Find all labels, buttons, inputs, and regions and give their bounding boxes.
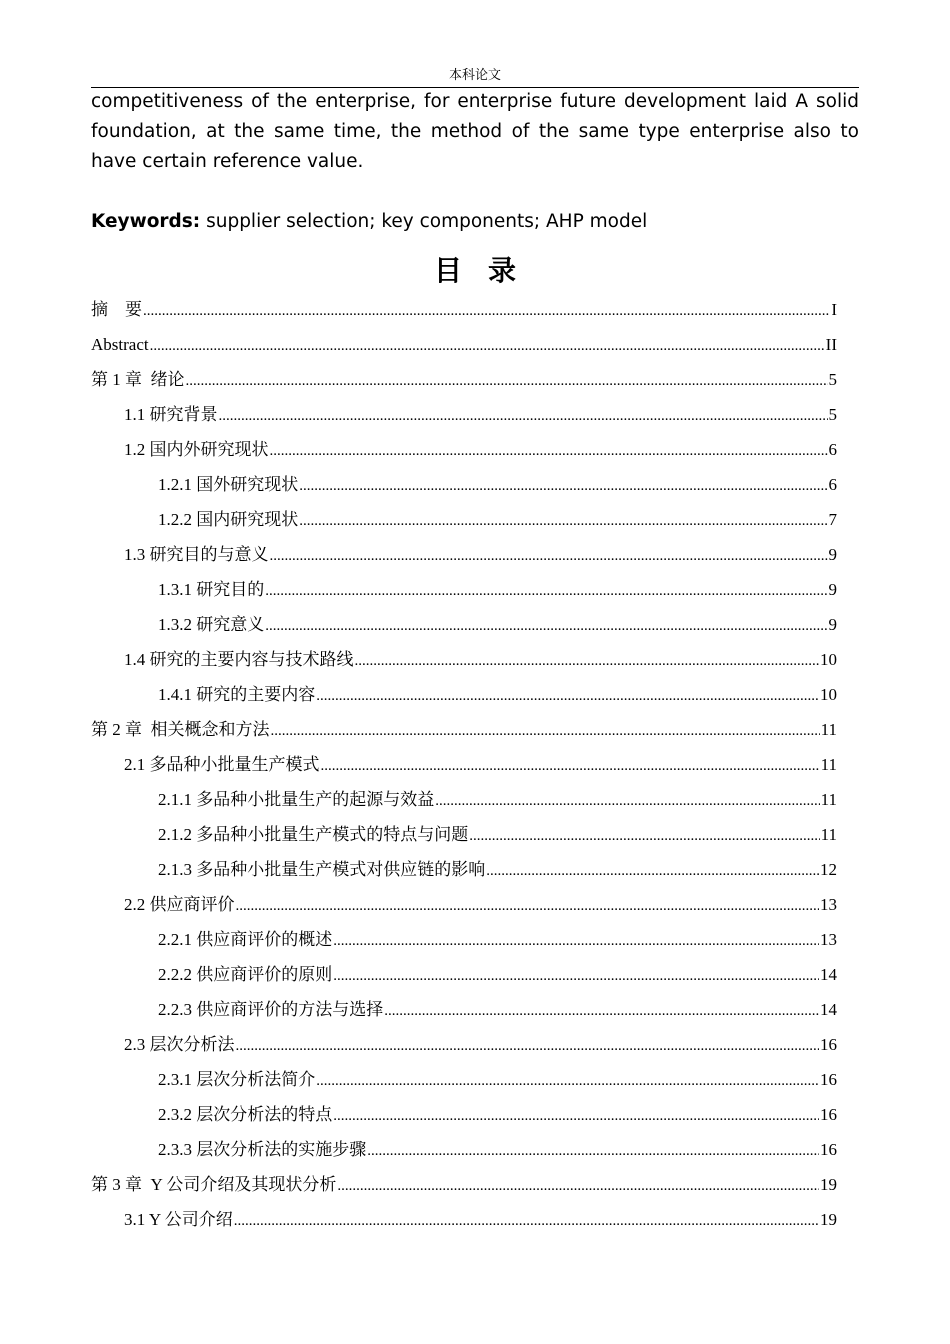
toc-entry[interactable] xyxy=(91,397,837,432)
toc-leader-dots xyxy=(367,1134,819,1169)
toc-entry[interactable] xyxy=(91,852,837,887)
toc-entry[interactable] xyxy=(91,1202,837,1237)
toc-entry-label: 1.2.2 国内研究现状 xyxy=(158,510,299,529)
toc-entry[interactable] xyxy=(91,677,837,712)
toc-entry-label: 2.2 供应商评价 xyxy=(124,895,235,914)
toc-leader-dots xyxy=(337,1169,819,1204)
toc-leader-dots xyxy=(333,1099,819,1134)
toc-entry-page: 14 xyxy=(820,1000,837,1019)
toc-entry-page: I xyxy=(831,300,837,319)
toc-entry[interactable] xyxy=(91,292,837,327)
toc-leader-dots xyxy=(486,854,819,889)
toc-leader-dots xyxy=(236,889,820,924)
toc-entry-label: 2.3 层次分析法 xyxy=(124,1035,235,1054)
toc-entry[interactable] xyxy=(91,432,837,467)
toc-entry-label: 3.1 Y 公司介绍 xyxy=(124,1210,233,1229)
toc-leader-dots xyxy=(270,434,828,469)
toc-entry-label: 2.1.1 多品种小批量生产的起源与效益 xyxy=(158,790,435,809)
toc-entry-label: 2.1.2 多品种小批量生产模式的特点与问题 xyxy=(158,825,469,844)
table-of-contents xyxy=(91,292,837,1237)
toc-leader-dots xyxy=(265,609,827,644)
toc-leader-dots xyxy=(143,294,830,329)
toc-leader-dots xyxy=(265,574,827,609)
toc-entry-page: 10 xyxy=(820,650,837,669)
toc-leader-dots xyxy=(333,959,819,994)
toc-entry-label: 1.2.1 国外研究现状 xyxy=(158,475,299,494)
toc-leader-dots xyxy=(355,644,820,679)
toc-entry-label: 摘 要 xyxy=(91,300,142,319)
toc-entry-label: 1.3.2 研究意义 xyxy=(158,615,265,634)
toc-entry-page: 13 xyxy=(820,930,837,949)
toc-entry-page: 12 xyxy=(820,860,837,879)
toc-entry[interactable] xyxy=(91,782,837,817)
toc-entry[interactable] xyxy=(91,327,837,362)
toc-entry-page: 10 xyxy=(820,685,837,704)
toc-entry[interactable] xyxy=(91,957,837,992)
toc-entry-label: 2.3.2 层次分析法的特点 xyxy=(158,1105,333,1124)
toc-leader-dots xyxy=(435,784,819,819)
toc-leader-dots xyxy=(271,714,820,749)
toc-entry-label: 1.4.1 研究的主要内容 xyxy=(158,685,316,704)
toc-entry[interactable] xyxy=(91,1027,837,1062)
toc-entry-page: 19 xyxy=(820,1210,837,1229)
toc-entry-label: 1.2 国内外研究现状 xyxy=(124,440,269,459)
toc-entry-page: 9 xyxy=(828,545,837,564)
toc-entry-label: 2.2.1 供应商评价的概述 xyxy=(158,930,333,949)
toc-entry-label: 2.1 多品种小批量生产模式 xyxy=(124,755,320,774)
toc-entry-page: 13 xyxy=(820,895,837,914)
toc-leader-dots xyxy=(150,329,825,364)
toc-entry-label: Abstract xyxy=(91,335,149,354)
toc-entry-label: 2.3.1 层次分析法简介 xyxy=(158,1070,316,1089)
toc-entry-page: 16 xyxy=(820,1035,837,1054)
toc-entry-page: 11 xyxy=(820,825,837,844)
toc-title: 目录 xyxy=(433,254,542,287)
toc-entry-label: 2.2.3 供应商评价的方法与选择 xyxy=(158,1000,384,1019)
toc-entry[interactable] xyxy=(91,607,837,642)
toc-entry[interactable] xyxy=(91,747,837,782)
toc-entry-page: 16 xyxy=(820,1105,837,1124)
keywords-label: Keywords: xyxy=(91,211,201,232)
toc-entry[interactable] xyxy=(91,362,837,397)
toc-leader-dots xyxy=(321,749,820,784)
toc-entry[interactable] xyxy=(91,537,837,572)
toc-entry-page: 11 xyxy=(820,755,837,774)
toc-entry[interactable] xyxy=(91,817,837,852)
toc-entry-page: 6 xyxy=(828,440,837,459)
toc-entry[interactable] xyxy=(91,642,837,677)
abstract-continuation: competitiveness of the enterprise, for enterprise future development laid A solid foundation, at the same time, the method of the same type enterprise also to have certain reference value. xyxy=(91,91,859,172)
toc-leader-dots xyxy=(270,539,828,574)
toc-leader-dots xyxy=(236,1029,820,1064)
toc-entry[interactable] xyxy=(91,1167,837,1202)
toc-leader-dots xyxy=(384,994,819,1029)
toc-entry-page: 11 xyxy=(820,720,837,739)
toc-entry-page: 6 xyxy=(828,475,837,494)
toc-entry[interactable] xyxy=(91,922,837,957)
keywords-line xyxy=(91,207,859,237)
toc-entry-page: 7 xyxy=(828,510,837,529)
toc-entry[interactable] xyxy=(91,992,837,1027)
toc-entry[interactable] xyxy=(91,1097,837,1132)
toc-entry-page: 5 xyxy=(828,405,837,424)
toc-leader-dots xyxy=(333,924,819,959)
toc-entry-page: 11 xyxy=(820,790,837,809)
toc-entry-label: 1.4 研究的主要内容与技术路线 xyxy=(124,650,354,669)
toc-entry-page: 5 xyxy=(828,370,837,389)
toc-entry-page: 9 xyxy=(828,615,837,634)
toc-entry[interactable] xyxy=(91,712,837,747)
toc-entry[interactable] xyxy=(91,887,837,922)
toc-entry-label: 第 3 章 Y 公司介绍及其现状分析 xyxy=(91,1175,337,1194)
toc-entry[interactable] xyxy=(91,467,837,502)
toc-entry-label: 2.3.3 层次分析法的实施步骤 xyxy=(158,1140,367,1159)
toc-leader-dots xyxy=(299,504,827,539)
toc-leader-dots xyxy=(186,364,828,399)
keywords-text: supplier selection; key components; AHP model xyxy=(200,211,648,232)
toc-entry-label: 第 1 章 绪论 xyxy=(91,370,185,389)
toc-leader-dots xyxy=(469,819,819,854)
toc-entry-page: 9 xyxy=(828,580,837,599)
toc-entry-label: 1.3.1 研究目的 xyxy=(158,580,265,599)
toc-entry-label: 第 2 章 相关概念和方法 xyxy=(91,720,270,739)
toc-entry[interactable] xyxy=(91,502,837,537)
toc-entry-page: 19 xyxy=(820,1175,837,1194)
toc-entry-page: 16 xyxy=(820,1140,837,1159)
toc-leader-dots xyxy=(234,1204,819,1239)
toc-leader-dots xyxy=(219,399,828,434)
toc-entry-page: 16 xyxy=(820,1070,837,1089)
toc-leader-dots xyxy=(316,1064,819,1099)
toc-entry[interactable] xyxy=(91,1062,837,1097)
toc-leader-dots xyxy=(316,679,819,714)
toc-entry[interactable] xyxy=(91,572,837,607)
page-header: 本科论文 xyxy=(91,66,859,88)
toc-entry-page: II xyxy=(825,335,837,354)
toc-entry[interactable] xyxy=(91,1132,837,1167)
toc-entry-label: 1.3 研究目的与意义 xyxy=(124,545,269,564)
toc-entry-page: 14 xyxy=(820,965,837,984)
toc-entry-label: 2.2.2 供应商评价的原则 xyxy=(158,965,333,984)
toc-entry-label: 1.1 研究背景 xyxy=(124,405,218,424)
toc-leader-dots xyxy=(299,469,827,504)
toc-entry-label: 2.1.3 多品种小批量生产模式对供应链的影响 xyxy=(158,860,486,879)
